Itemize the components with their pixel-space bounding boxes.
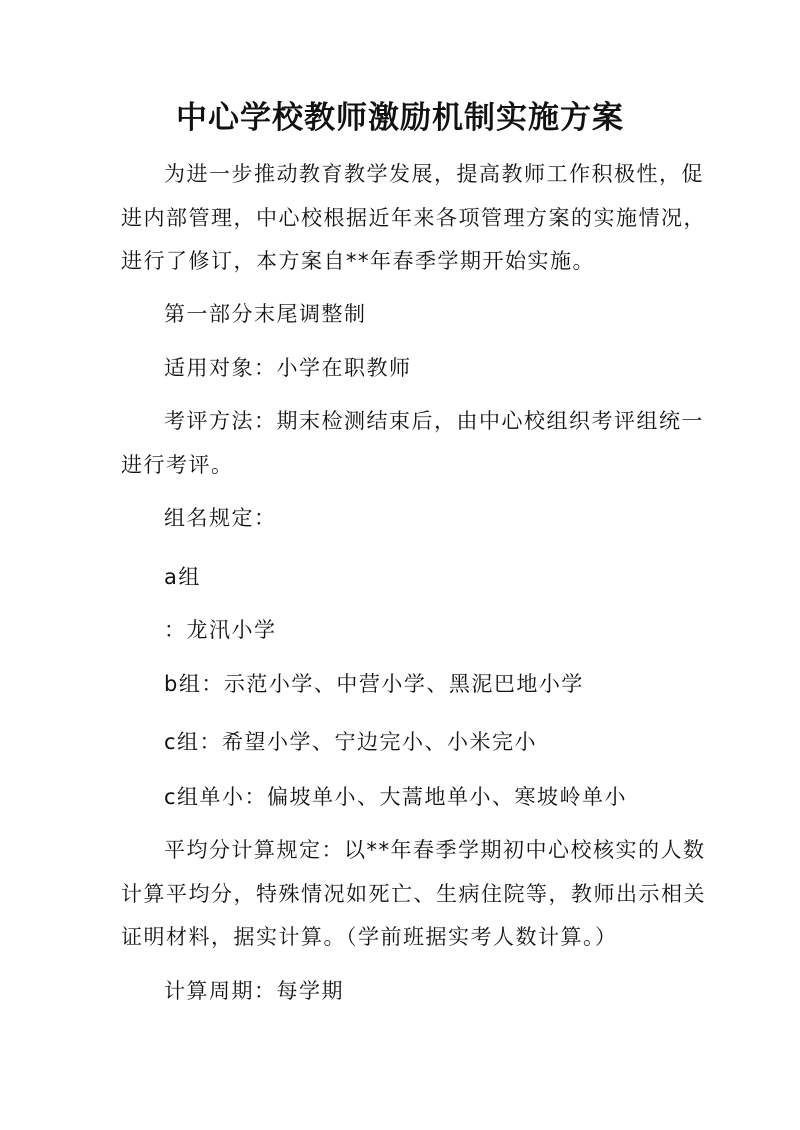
evaluation-line-1: 考评方法：期末检测结束后，由中心校组织考评组统一 <box>164 409 704 433</box>
document-title: 中心学校教师激励机制实施方案 <box>176 100 624 136</box>
evaluation-line-2: 进行考评。 <box>121 453 234 477</box>
intro-line-1: 为进一步推动教育教学发展，提高教师工作积极性，促 <box>164 162 704 186</box>
group-b-paragraph: b组：示范小学、中营小学、黑泥巴地小学 <box>164 672 584 696</box>
group-c-single-paragraph: c组单小：偏坡单小、大蒿地单小、寒坡岭单小 <box>164 785 628 809</box>
applicable-paragraph: 适用对象：小学在职教师 <box>164 356 412 380</box>
group-a-label: a组 <box>164 565 201 589</box>
group-rule-paragraph: 组名规定： <box>164 506 277 530</box>
average-rule-line-3: 证明材料，据实计算。（学前班据实考人数计算。） <box>121 925 618 949</box>
intro-line-3: 进行了修订，本方案自**年春季学期开始实施。 <box>121 249 595 273</box>
period-paragraph: 计算周期：每学期 <box>164 979 344 1003</box>
average-rule-line-2: 计算平均分，特殊情况如死亡、生病住院等，教师出示相关 <box>121 882 706 906</box>
group-c-paragraph: c组：希望小学、宁边完小、小米完小 <box>164 730 538 754</box>
intro-line-2: 进内部管理，中心校根据近年来各项管理方案的实施情况， <box>121 206 706 230</box>
average-rule-line-1: 平均分计算规定：以**年春季学期初中心校核实的人数 <box>164 838 706 862</box>
group-a-schools: ：龙汛小学 <box>164 618 277 642</box>
part1-heading: 第一部分末尾调整制 <box>164 302 367 326</box>
